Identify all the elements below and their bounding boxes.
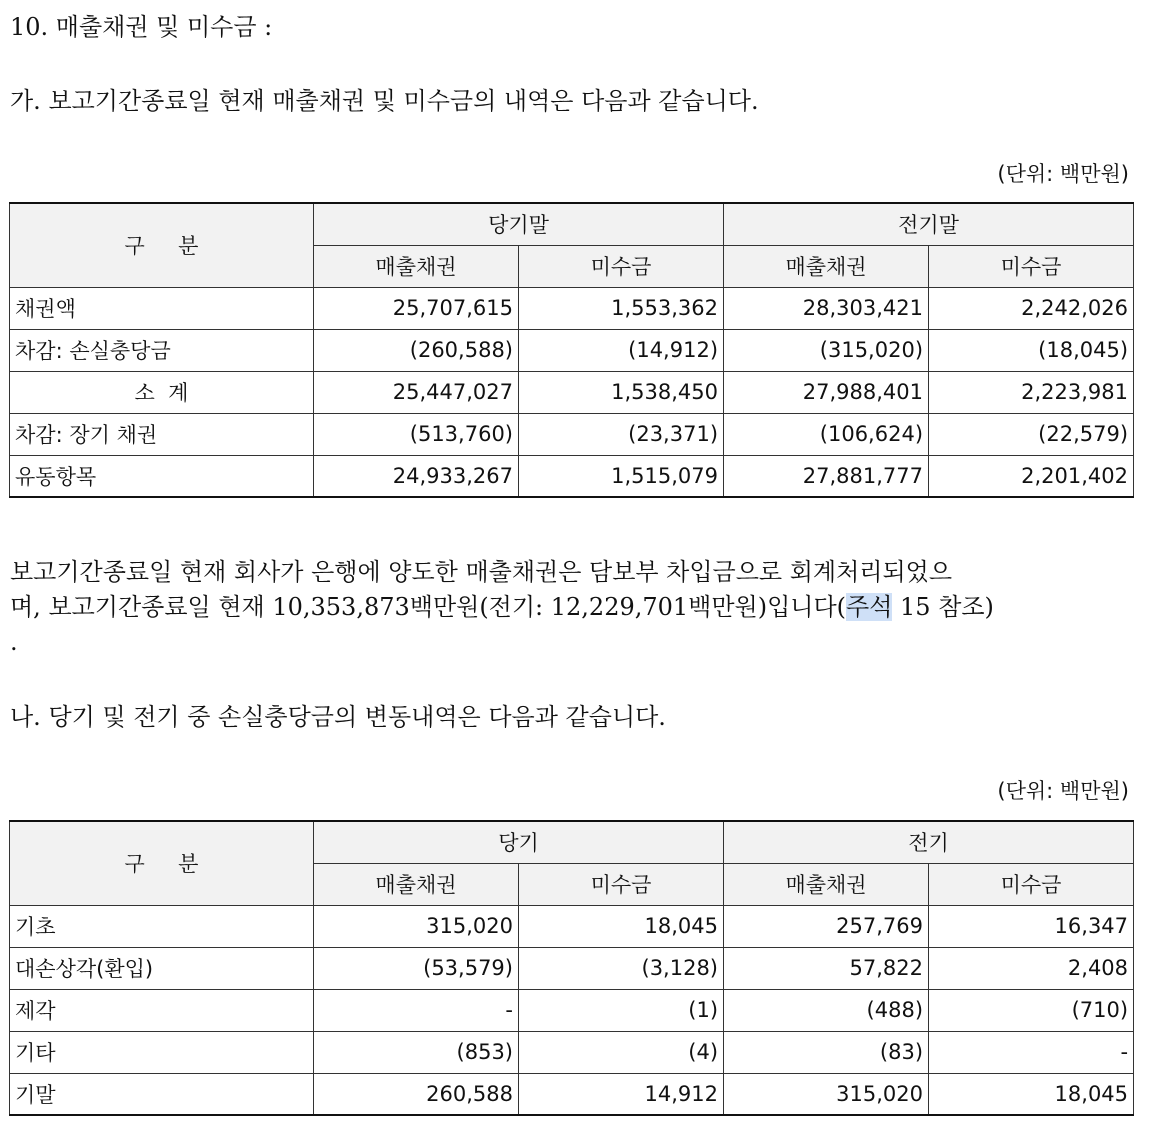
table-row [10, 455, 1134, 497]
part-b-heading: 나. 당기 및 전기 중 손실충당금의 변동내역은 다음과 같습니다. [10, 703, 666, 731]
part-b-unit: (단위: 백만원) [997, 779, 1129, 803]
table-row [10, 329, 1134, 371]
cell-value: 24,933,267 [314, 455, 519, 497]
cell-value: (315,020) [724, 329, 929, 371]
cell-value: (1) [519, 989, 724, 1031]
cell-value: (853) [314, 1031, 519, 1073]
table-a-group-prior: 전기말 [724, 203, 1134, 245]
cell-value: 2,223,981 [929, 371, 1134, 413]
cell-value: (488) [724, 989, 929, 1031]
row-label: 기타 [10, 1031, 314, 1073]
row-label: 차감: 손실충당금 [10, 329, 314, 371]
note-reference-highlight: 주석 [846, 593, 893, 621]
receivables-table [9, 202, 1134, 498]
cell-value: (53,579) [314, 947, 519, 989]
paragraph-line-1: 보고기간종료일 현재 회사가 은행에 양도한 매출채권은 담보부 차입금으로 회계처리되었으 [10, 558, 953, 586]
table-b-subheader: 매출채권 [314, 863, 519, 905]
cell-value: 28,303,421 [724, 287, 929, 329]
cell-value: 25,447,027 [314, 371, 519, 413]
cell-value: 16,347 [929, 905, 1134, 947]
part-a-unit: (단위: 백만원) [997, 162, 1129, 186]
cell-value: 18,045 [519, 905, 724, 947]
row-label: 기초 [10, 905, 314, 947]
row-label: 차감: 장기 채권 [10, 413, 314, 455]
row-label: 유동항목 [10, 455, 314, 497]
cell-value: 1,553,362 [519, 287, 724, 329]
cell-value: 315,020 [724, 1073, 929, 1115]
cell-value: 2,408 [929, 947, 1134, 989]
cell-value: 25,707,615 [314, 287, 519, 329]
cell-value: (106,624) [724, 413, 929, 455]
cell-value: 260,588 [314, 1073, 519, 1115]
table-b-group-current: 당기 [314, 821, 724, 863]
table-b-subheader: 미수금 [929, 863, 1134, 905]
table-a-subheader: 매출채권 [314, 245, 519, 287]
table-row [10, 905, 1134, 947]
cell-value: 1,538,450 [519, 371, 724, 413]
table-a-subheader: 매출채권 [724, 245, 929, 287]
cell-value: 14,912 [519, 1073, 724, 1115]
table-row [10, 1073, 1134, 1115]
cell-value: 18,045 [929, 1073, 1134, 1115]
part-a-heading: 가. 보고기간종료일 현재 매출채권 및 미수금의 내역은 다음과 같습니다. [10, 87, 759, 115]
table-a-group-current: 당기말 [314, 203, 724, 245]
row-label: 대손상각(환입) [10, 947, 314, 989]
table-row [10, 413, 1134, 455]
cell-value: (83) [724, 1031, 929, 1073]
table-a-label-header: 구 분 [10, 203, 314, 287]
cell-value: 57,822 [724, 947, 929, 989]
table-b-subheader: 매출채권 [724, 863, 929, 905]
cell-value: (22,579) [929, 413, 1134, 455]
cell-value: (23,371) [519, 413, 724, 455]
cell-value: - [929, 1031, 1134, 1073]
table-b-label-header: 구 분 [10, 821, 314, 905]
cell-value: (4) [519, 1031, 724, 1073]
table-a-subheader: 미수금 [929, 245, 1134, 287]
cell-value: 315,020 [314, 905, 519, 947]
table-row [10, 947, 1134, 989]
cell-value: 27,881,777 [724, 455, 929, 497]
table-b-group-prior: 전기 [724, 821, 1134, 863]
table-row [10, 989, 1134, 1031]
table-row [10, 1031, 1134, 1073]
paragraph-line-2-start: 며, 보고기간종료일 현재 10,353,873백만원(전기: 12,229,701백만원)입니다( [10, 593, 847, 621]
row-label: 기말 [10, 1073, 314, 1115]
paragraph-line-3: . [10, 628, 18, 656]
paragraph-line-2 [10, 592, 994, 622]
cell-value: 257,769 [724, 905, 929, 947]
row-label: 채권액 [10, 287, 314, 329]
allowance-table [9, 820, 1134, 1116]
cell-value: - [314, 989, 519, 1031]
cell-value: (710) [929, 989, 1134, 1031]
table-b-subheader: 미수금 [519, 863, 724, 905]
cell-value: 2,201,402 [929, 455, 1134, 497]
section-title: 10. 매출채권 및 미수금 : [10, 13, 273, 41]
cell-value: (513,760) [314, 413, 519, 455]
cell-value: (3,128) [519, 947, 724, 989]
table-row [10, 371, 1134, 413]
row-label: 제각 [10, 989, 314, 1031]
cell-value: (14,912) [519, 329, 724, 371]
row-label: 소 계 [10, 371, 314, 413]
table-a-subheader: 미수금 [519, 245, 724, 287]
cell-value: (18,045) [929, 329, 1134, 371]
cell-value: (260,588) [314, 329, 519, 371]
cell-value: 27,988,401 [724, 371, 929, 413]
paragraph-line-2-end: 15 참조) [892, 593, 994, 621]
cell-value: 1,515,079 [519, 455, 724, 497]
cell-value: 2,242,026 [929, 287, 1134, 329]
table-row [10, 287, 1134, 329]
